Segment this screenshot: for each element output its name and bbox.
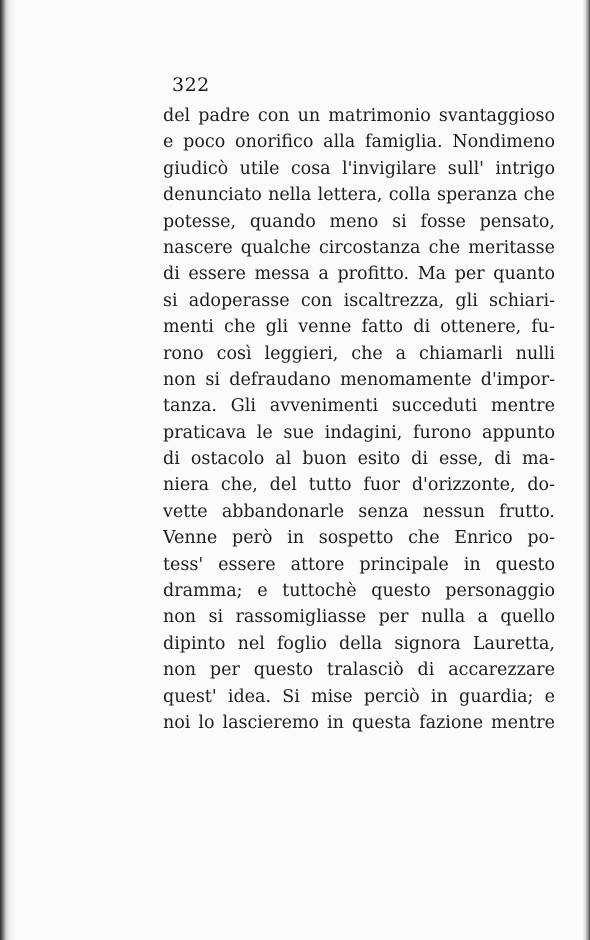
text-line: e poco onorifico alla famiglia. Nondimeno xyxy=(163,132,555,153)
text-line: noi lo lascieremo in questa fazione mentre xyxy=(163,712,555,733)
text-line: Venne però in sospetto che Enrico po- xyxy=(163,528,555,549)
text-line: praticava le sue indagini, furono appunto xyxy=(163,422,555,443)
text-line: giudicò utile cosa l'invigilare sull' intrigo xyxy=(163,158,555,179)
text-line: rono così leggieri, che a chiamarli nulli xyxy=(163,343,555,364)
text-line: niera che, del tutto fuor d'orizzonte, do- xyxy=(163,475,555,496)
text-line: potesse, quando meno si fosse pensato, xyxy=(163,211,555,232)
body-text xyxy=(163,103,555,736)
page-number: 322 xyxy=(172,74,210,96)
text-line: non per questo tralasciò di accarezzare xyxy=(163,660,555,681)
text-line: non si defraudano menomamente d'impor- xyxy=(163,369,555,390)
text-line: tess' essere attore principale in questo xyxy=(163,554,555,575)
text-line: del padre con un matrimonio svantaggioso xyxy=(163,106,555,126)
text-line: vette abbandonarle senza nessun frutto. xyxy=(163,501,555,522)
text-line: non si rassomigliasse per nulla a quello xyxy=(163,607,555,628)
page-binding-shadow xyxy=(0,0,18,940)
text-line: tanza. Gli avvenimenti succeduti mentre xyxy=(163,396,555,417)
text-line: dramma; e tuttochè questo personaggio xyxy=(163,581,555,602)
page-edge-shadow xyxy=(582,0,590,940)
text-line: quest' idea. Si mise perciò in guardia; e xyxy=(163,686,555,707)
text-line: nascere qualche circostanza che meritasse xyxy=(163,237,555,258)
text-line: si adoperasse con iscaltrezza, gli schiari- xyxy=(163,290,555,311)
text-line: di ostacolo al buon esito di esse, di ma- xyxy=(163,449,555,470)
text-line: menti che gli venne fatto di ottenere, fu- xyxy=(163,317,555,338)
text-line: di essere messa a profitto. Ma per quanto xyxy=(163,264,555,285)
text-line: dipinto nel foglio della signora Lauretta, xyxy=(163,633,555,654)
text-line: denunciato nella lettera, colla speranza che xyxy=(163,185,555,206)
